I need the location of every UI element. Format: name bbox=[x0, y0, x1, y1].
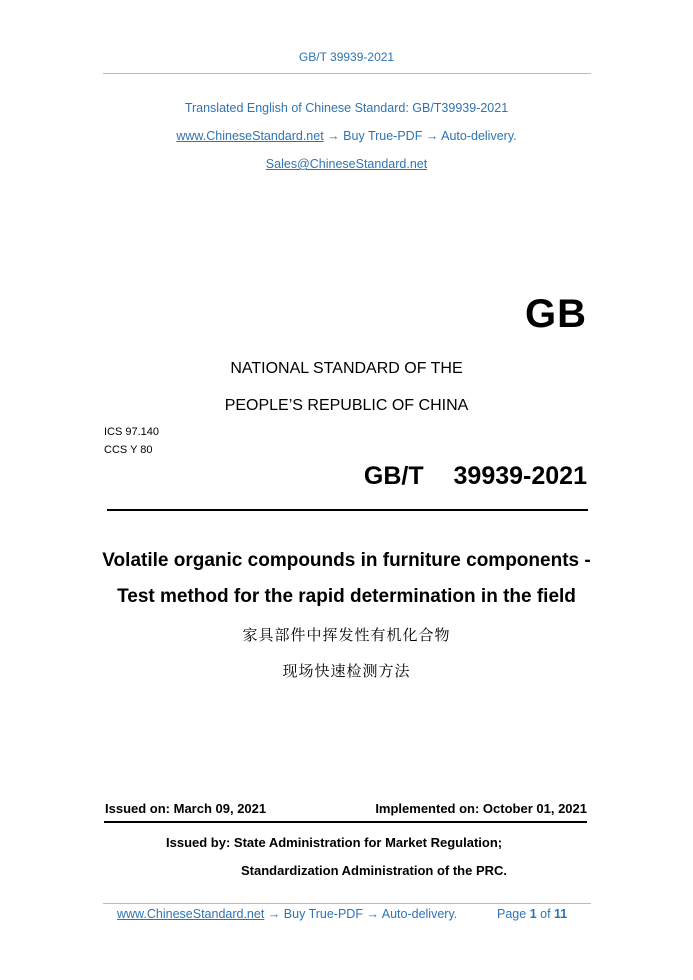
footer-auto-delivery-text: Auto-delivery. bbox=[381, 907, 458, 921]
title-cn-line2: 现场快速检测方法 bbox=[282, 662, 411, 680]
code-underline bbox=[107, 509, 588, 511]
ccs-code: CCS Y 80 bbox=[104, 444, 153, 456]
footer-divider bbox=[103, 903, 591, 904]
title-cn-line1: 家具部件中挥发性有机化合物 bbox=[242, 626, 451, 644]
issued-by-line2: Standardization Administration of the PRC. bbox=[241, 863, 508, 878]
arrow-icon: → bbox=[425, 129, 439, 143]
arrow-icon: → bbox=[267, 907, 281, 921]
standard-code: GB/T 39939-2021 bbox=[363, 462, 587, 490]
issued-by-line1: Issued by: State Administration for Market Regulation; bbox=[166, 835, 503, 850]
title-en-line1: Volatile organic compounds in furniture components - bbox=[102, 550, 591, 571]
national-standard-line1: NATIONAL STANDARD OF THE bbox=[230, 360, 463, 377]
auto-delivery-text: Auto-delivery. bbox=[441, 129, 517, 143]
footer-site-link[interactable]: www.ChineseStandard.net bbox=[117, 907, 265, 921]
footer-purchase-line bbox=[117, 907, 457, 921]
header-divider bbox=[103, 73, 591, 74]
implemented-on-date: Implemented on: October 01, 2021 bbox=[375, 801, 587, 816]
ics-code: ICS 97.140 bbox=[104, 426, 160, 438]
page-label: Page bbox=[497, 907, 527, 921]
arrow-icon: → bbox=[366, 907, 379, 921]
arrow-icon: → bbox=[327, 129, 340, 143]
header-doc-code: GB/T 39939-2021 bbox=[298, 50, 395, 64]
page-total: 11 bbox=[554, 907, 568, 921]
gb-mark: GB bbox=[525, 292, 587, 336]
buy-pdf-text: Buy True-PDF bbox=[343, 129, 423, 143]
issued-on-date: Issued on: March 09, 2021 bbox=[105, 801, 267, 816]
of-label: of bbox=[540, 907, 551, 921]
title-en-line2: Test method for the rapid determination in the field bbox=[117, 586, 576, 607]
page-indicator bbox=[497, 907, 567, 921]
footer-buy-pdf-text: Buy True-PDF bbox=[283, 907, 363, 921]
page-number: 1 bbox=[529, 907, 537, 921]
dates-rule bbox=[104, 821, 587, 823]
purchase-line bbox=[0, 129, 693, 143]
sales-email-link[interactable]: Sales@ChineseStandard.net bbox=[265, 157, 428, 171]
email-line bbox=[0, 157, 693, 171]
site-link[interactable]: www.ChineseStandard.net bbox=[176, 129, 324, 143]
national-standard-line2: PEOPLE’S REPUBLIC OF CHINA bbox=[224, 397, 469, 414]
translation-line: Translated English of Chinese Standard: GB/T39939-2021 bbox=[184, 101, 509, 115]
